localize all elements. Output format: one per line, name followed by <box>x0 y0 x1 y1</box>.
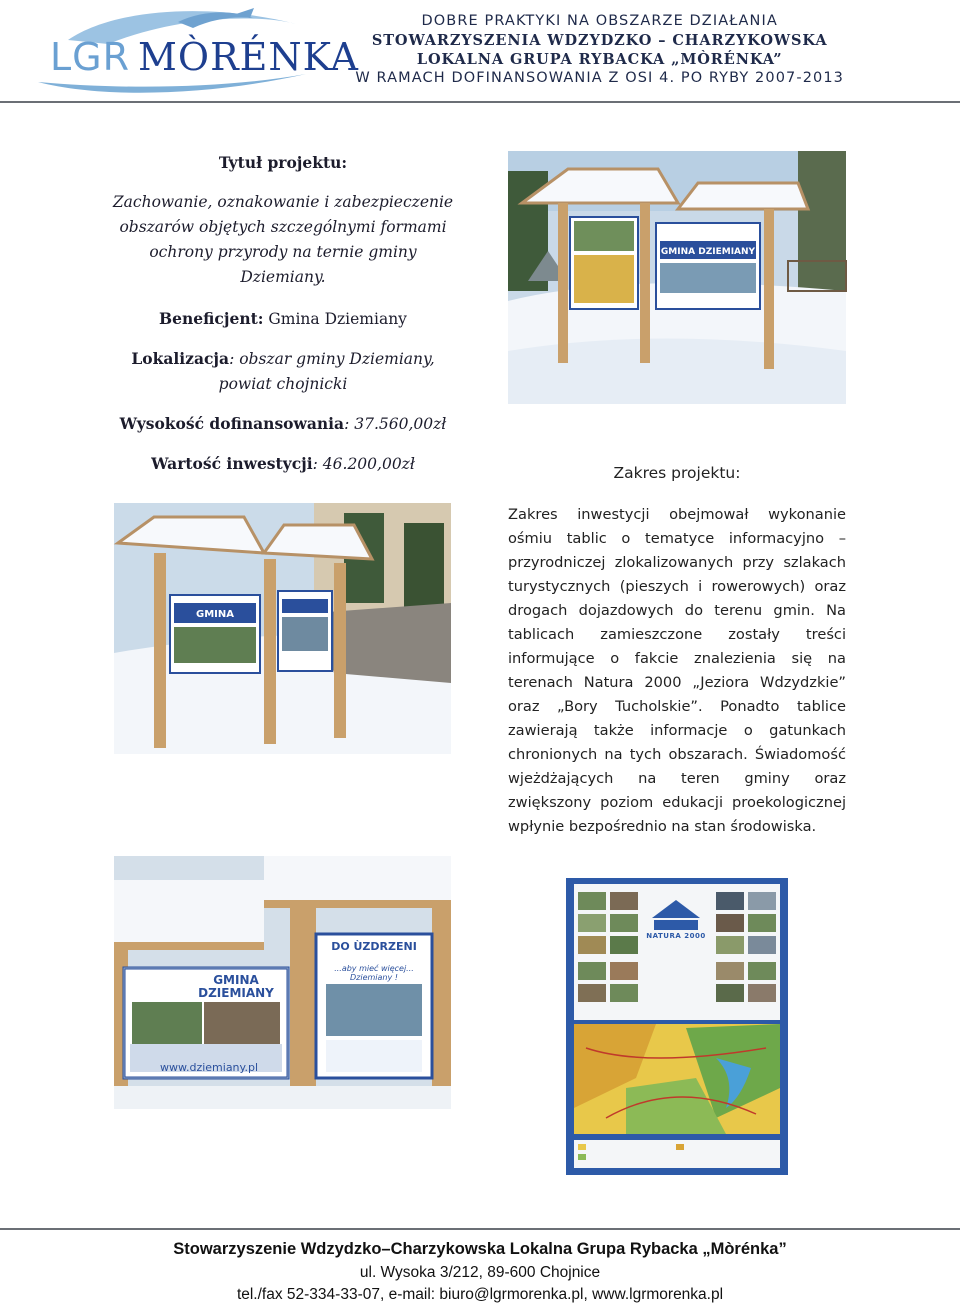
beneficiary-row <box>100 306 466 332</box>
footer-address: ul. Wysoka 3/212, 89-600 Chojnice <box>359 1264 601 1281</box>
location-label: Lokalizacja <box>131 349 230 368</box>
page-header <box>0 0 960 104</box>
photo-signboards-winter-1 <box>508 151 846 404</box>
sign-dziemiany-text: DZIEMIANY <box>198 986 274 1000</box>
sign-natura-2000: NATURA 2000 <box>646 932 706 940</box>
header-line-3: LOKALNA GRUPA RYBACKA „MÒRÉNKA” <box>416 51 783 68</box>
funding-row <box>100 411 466 437</box>
sign-website: www.dziemiany.pl <box>159 1061 259 1074</box>
beneficiary-label: Beneficjent: <box>159 309 264 328</box>
svg-text:LGR: LGR <box>50 35 131 79</box>
page-footer <box>0 1236 960 1306</box>
investment-row <box>100 451 466 477</box>
investment-value: : 46.200,00zł <box>312 455 415 473</box>
sign-gmina-text: GMINA <box>213 973 259 987</box>
sign-gmina-title <box>196 974 276 1004</box>
funding-value: : 37.560,00zł <box>344 415 447 433</box>
project-title-value: Zachowanie, oznakowanie i zabezpieczenie obszarów objętych szczególnymi formami ochrony przyrody na ternie gminy Dziemiany. <box>112 193 454 286</box>
header-line-4: W RAMACH DOFINANSOWANIA Z OSI 4. PO RYBY 2007-2013 <box>355 70 844 86</box>
header-line-1: DOBRE PRAKTYKI NA OBSZARZE DZIAŁANIA <box>421 13 778 29</box>
photo-signboards-winter-2 <box>114 503 451 754</box>
lgr-morenka-logo <box>28 4 359 96</box>
photo-signboards-closeup <box>114 856 451 1109</box>
beneficiary-value: Gmina Dziemiany <box>263 310 407 328</box>
footer-org-name: Stowarzyszenie Wdzydzko–Charzykowska Lokalna Grupa Rybacka „Mòrénka” <box>173 1240 787 1258</box>
project-title-label: Tytuł projektu: <box>218 153 348 172</box>
location-value: : obszar gminy Dziemiany, powiat chojnicki <box>218 350 435 393</box>
footer-divider <box>0 1228 960 1230</box>
photo-natura-map-board <box>566 878 788 1175</box>
investment-label: Wartość inwestycji <box>151 454 313 473</box>
scope-body: Zakres inwestycji obejmował wykonanie ośmiu tablic o tematyce informacyjno – przyrodniczej zlokalizowanych przy szlakach turystycznych (pieszych i rowerowych) oraz drogach dojazdowych do terenu gmin. Na tablicach zamieszczone zostały treści informujące o fakcie znalezienia się na terenach Natura 2000 „Jeziora Wdzydzkie” oraz „Bory Tucholskie”. Ponadto tablice zawierają także informacje o gatunkach chronionych na tych obszarach. Świadomość wjeżdżających na teren gminy oraz zwiększony poziom edukacji proekologicznej wpłynie bezpośrednio na stan środowiska. <box>508 506 846 835</box>
project-info <box>100 150 466 477</box>
scope-title: Zakres projektu: <box>613 464 741 482</box>
svg-text:GMINA DZIEMIANY: GMINA DZIEMIANY <box>660 247 756 257</box>
header-divider <box>0 101 960 103</box>
header-line-2: STOWARZYSZENIA WDZYDZKO – CHARZYKOWSKA <box>371 32 828 49</box>
funding-label: Wysokość dofinansowania <box>119 414 345 433</box>
sign-slogan: ...aby mieć więcej... Dziemiany ! <box>334 964 414 982</box>
header-text <box>355 12 844 88</box>
footer-contact: tel./fax 52-334-33-07, e-mail: biuro@lgrmorenka.pl, www.lgrmorenka.pl <box>236 1286 724 1303</box>
location-row <box>100 346 466 397</box>
svg-text:GMINA: GMINA <box>196 609 234 620</box>
svg-text:MÒRÉNKA: MÒRÉNKA <box>138 35 359 79</box>
sign-do-uzdrzeni: DO ÙZDRZENI <box>331 940 417 953</box>
